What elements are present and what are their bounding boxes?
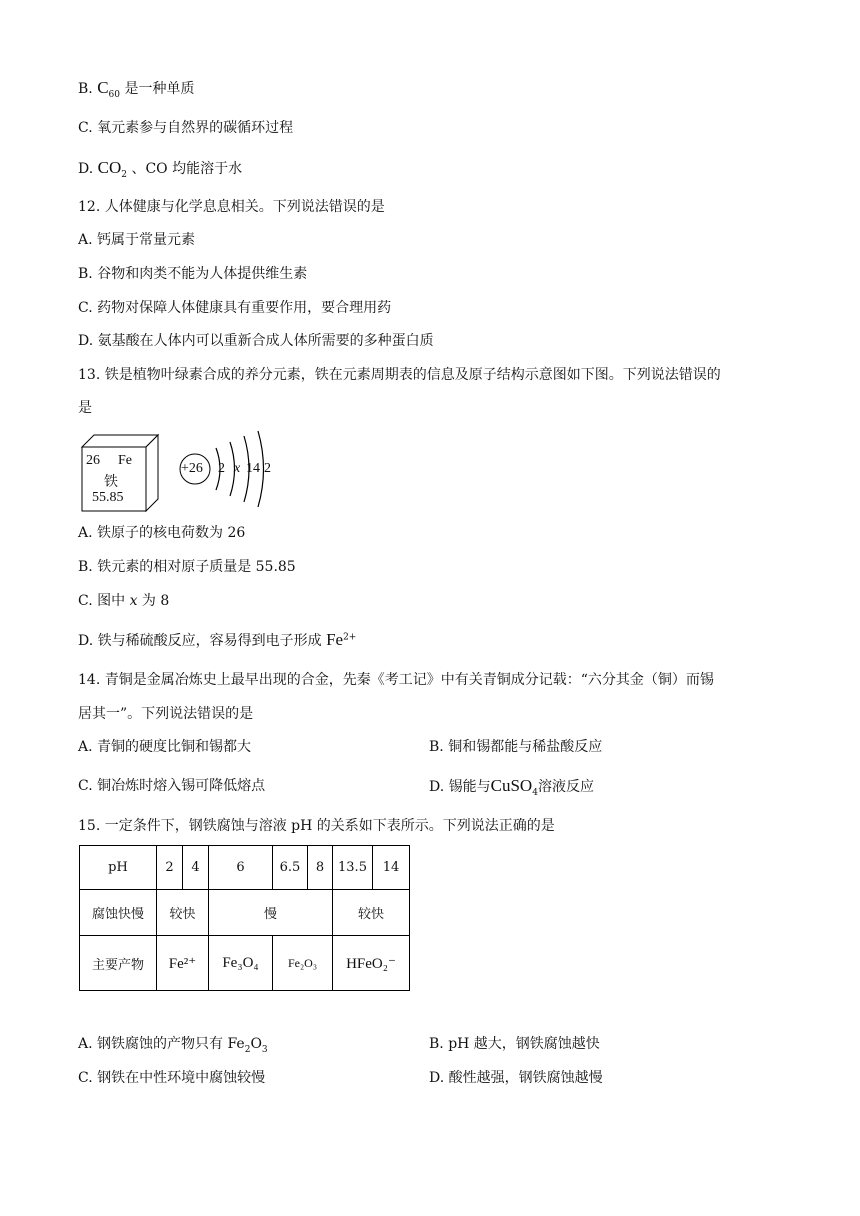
q12-option-a: A. 钙属于常量元素 xyxy=(78,232,196,248)
q15-stem: 15. 一定条件下，钢铁腐蚀与溶液 pH 的关系如下表所示。下列说法正确的是 xyxy=(78,818,555,834)
table-row-ph xyxy=(80,846,410,890)
table-header-ph: pH xyxy=(80,846,157,890)
product-cell: Fe₃O₄ xyxy=(209,936,273,991)
element-name: 铁 xyxy=(104,475,118,490)
q11-option-b: B. $C_{60}$ 是一种单质 xyxy=(78,78,195,100)
shell-4-electrons: 2 xyxy=(264,461,271,476)
q14-option-b: B. 铜和锡都能与稀盐酸反应 xyxy=(429,739,603,755)
q12-option-d: D. 氨基酸在人体内可以重新合成人体所需要的多种蛋白质 xyxy=(78,333,434,349)
nucleus-charge: +26 xyxy=(181,461,203,476)
speed-cell: 慢 xyxy=(209,890,333,936)
ph-cell: 8 xyxy=(308,846,333,890)
ph-corrosion-table xyxy=(79,845,410,991)
q15-option-d: D. 酸性越强，钢铁腐蚀越慢 xyxy=(429,1070,603,1086)
ph-cell: 2 xyxy=(157,846,183,890)
q15-option-a: A. 钢铁腐蚀的产物只有 $Fe_2O_3$ xyxy=(78,1036,268,1055)
q14-stem-line1: 14. 青铜是金属冶炼史上最早出现的合金，先秦《考工记》中有关青铜成分记载：“六分其金（铜）而锡 xyxy=(78,672,714,688)
table-row-speed xyxy=(80,890,410,936)
q13-stem-line2: 是 xyxy=(78,400,92,416)
ph-cell: 6 xyxy=(209,846,273,890)
q14-stem-line2: 居其一”。下列说法错误的是 xyxy=(78,706,254,722)
shell-1-electrons: 2 xyxy=(218,461,225,476)
q12-option-c: C. 药物对保障人体健康具有重要作用，要合理用药 xyxy=(78,300,392,316)
q15-option-c: C. 钢铁在中性环境中腐蚀较慢 xyxy=(78,1070,266,1086)
element-atomic-number: 26 xyxy=(86,453,100,468)
speed-cell: 较快 xyxy=(157,890,209,936)
ph-cell: 4 xyxy=(183,846,209,890)
q13-option-b: B. 铁元素的相对原子质量是 55.85 xyxy=(78,559,296,575)
q13-option-a: A. 铁原子的核电荷数为 26 xyxy=(78,525,246,541)
atom-structure-diagram xyxy=(178,430,278,510)
q11-option-d: D. $CO_2$ 、CO 均能溶于水 xyxy=(78,158,243,180)
product-cell: Fe²⁺ xyxy=(157,936,209,991)
ph-cell: 14 xyxy=(373,846,410,890)
ph-cell: 6.5 xyxy=(273,846,308,890)
speed-cell: 较快 xyxy=(333,890,410,936)
element-symbol: Fe xyxy=(118,453,132,468)
q14-option-d: D. 锡能与CuSO$_4$溶液反应 xyxy=(429,776,594,798)
q13-stem-line1: 13. 铁是植物叶绿素合成的养分元素，铁在元素周期表的信息及原子结构示意图如下图。下列说法错误的 xyxy=(78,367,721,383)
ph-cell: 13.5 xyxy=(333,846,373,890)
table-header-products: 主要产物 xyxy=(80,936,157,991)
q11-option-c: C. 氧元素参与自然界的碳循环过程 xyxy=(78,120,294,136)
q12-option-b: B. 谷物和肉类不能为人体提供维生素 xyxy=(78,266,308,282)
element-atomic-mass: 55.85 xyxy=(92,490,124,505)
q15-option-b: B. pH 越大，钢铁腐蚀越快 xyxy=(429,1036,600,1052)
q14-option-a: A. 青铜的硬度比铜和锡都大 xyxy=(78,739,252,755)
table-row-products xyxy=(80,936,410,991)
product-cell: Fe₂O₃ xyxy=(273,936,333,991)
shell-3-electrons: 14 xyxy=(246,461,260,476)
shell-2-electrons: x xyxy=(234,461,241,476)
q13-option-c: C. 图中 x 为 8 xyxy=(78,593,170,609)
product-cell: HFeO₂⁻ xyxy=(333,936,410,991)
table-header-speed: 腐蚀快慢 xyxy=(80,890,157,936)
q14-option-c: C. 铜冶炼时熔入锡可降低熔点 xyxy=(78,778,266,794)
q13-option-d: D. 铁与稀硫酸反应，容易得到电子形成 $Fe^{2+}$ xyxy=(78,630,357,649)
q12-stem: 12. 人体健康与化学息息相关。下列说法错误的是 xyxy=(78,199,385,215)
element-card-iron xyxy=(80,433,160,513)
